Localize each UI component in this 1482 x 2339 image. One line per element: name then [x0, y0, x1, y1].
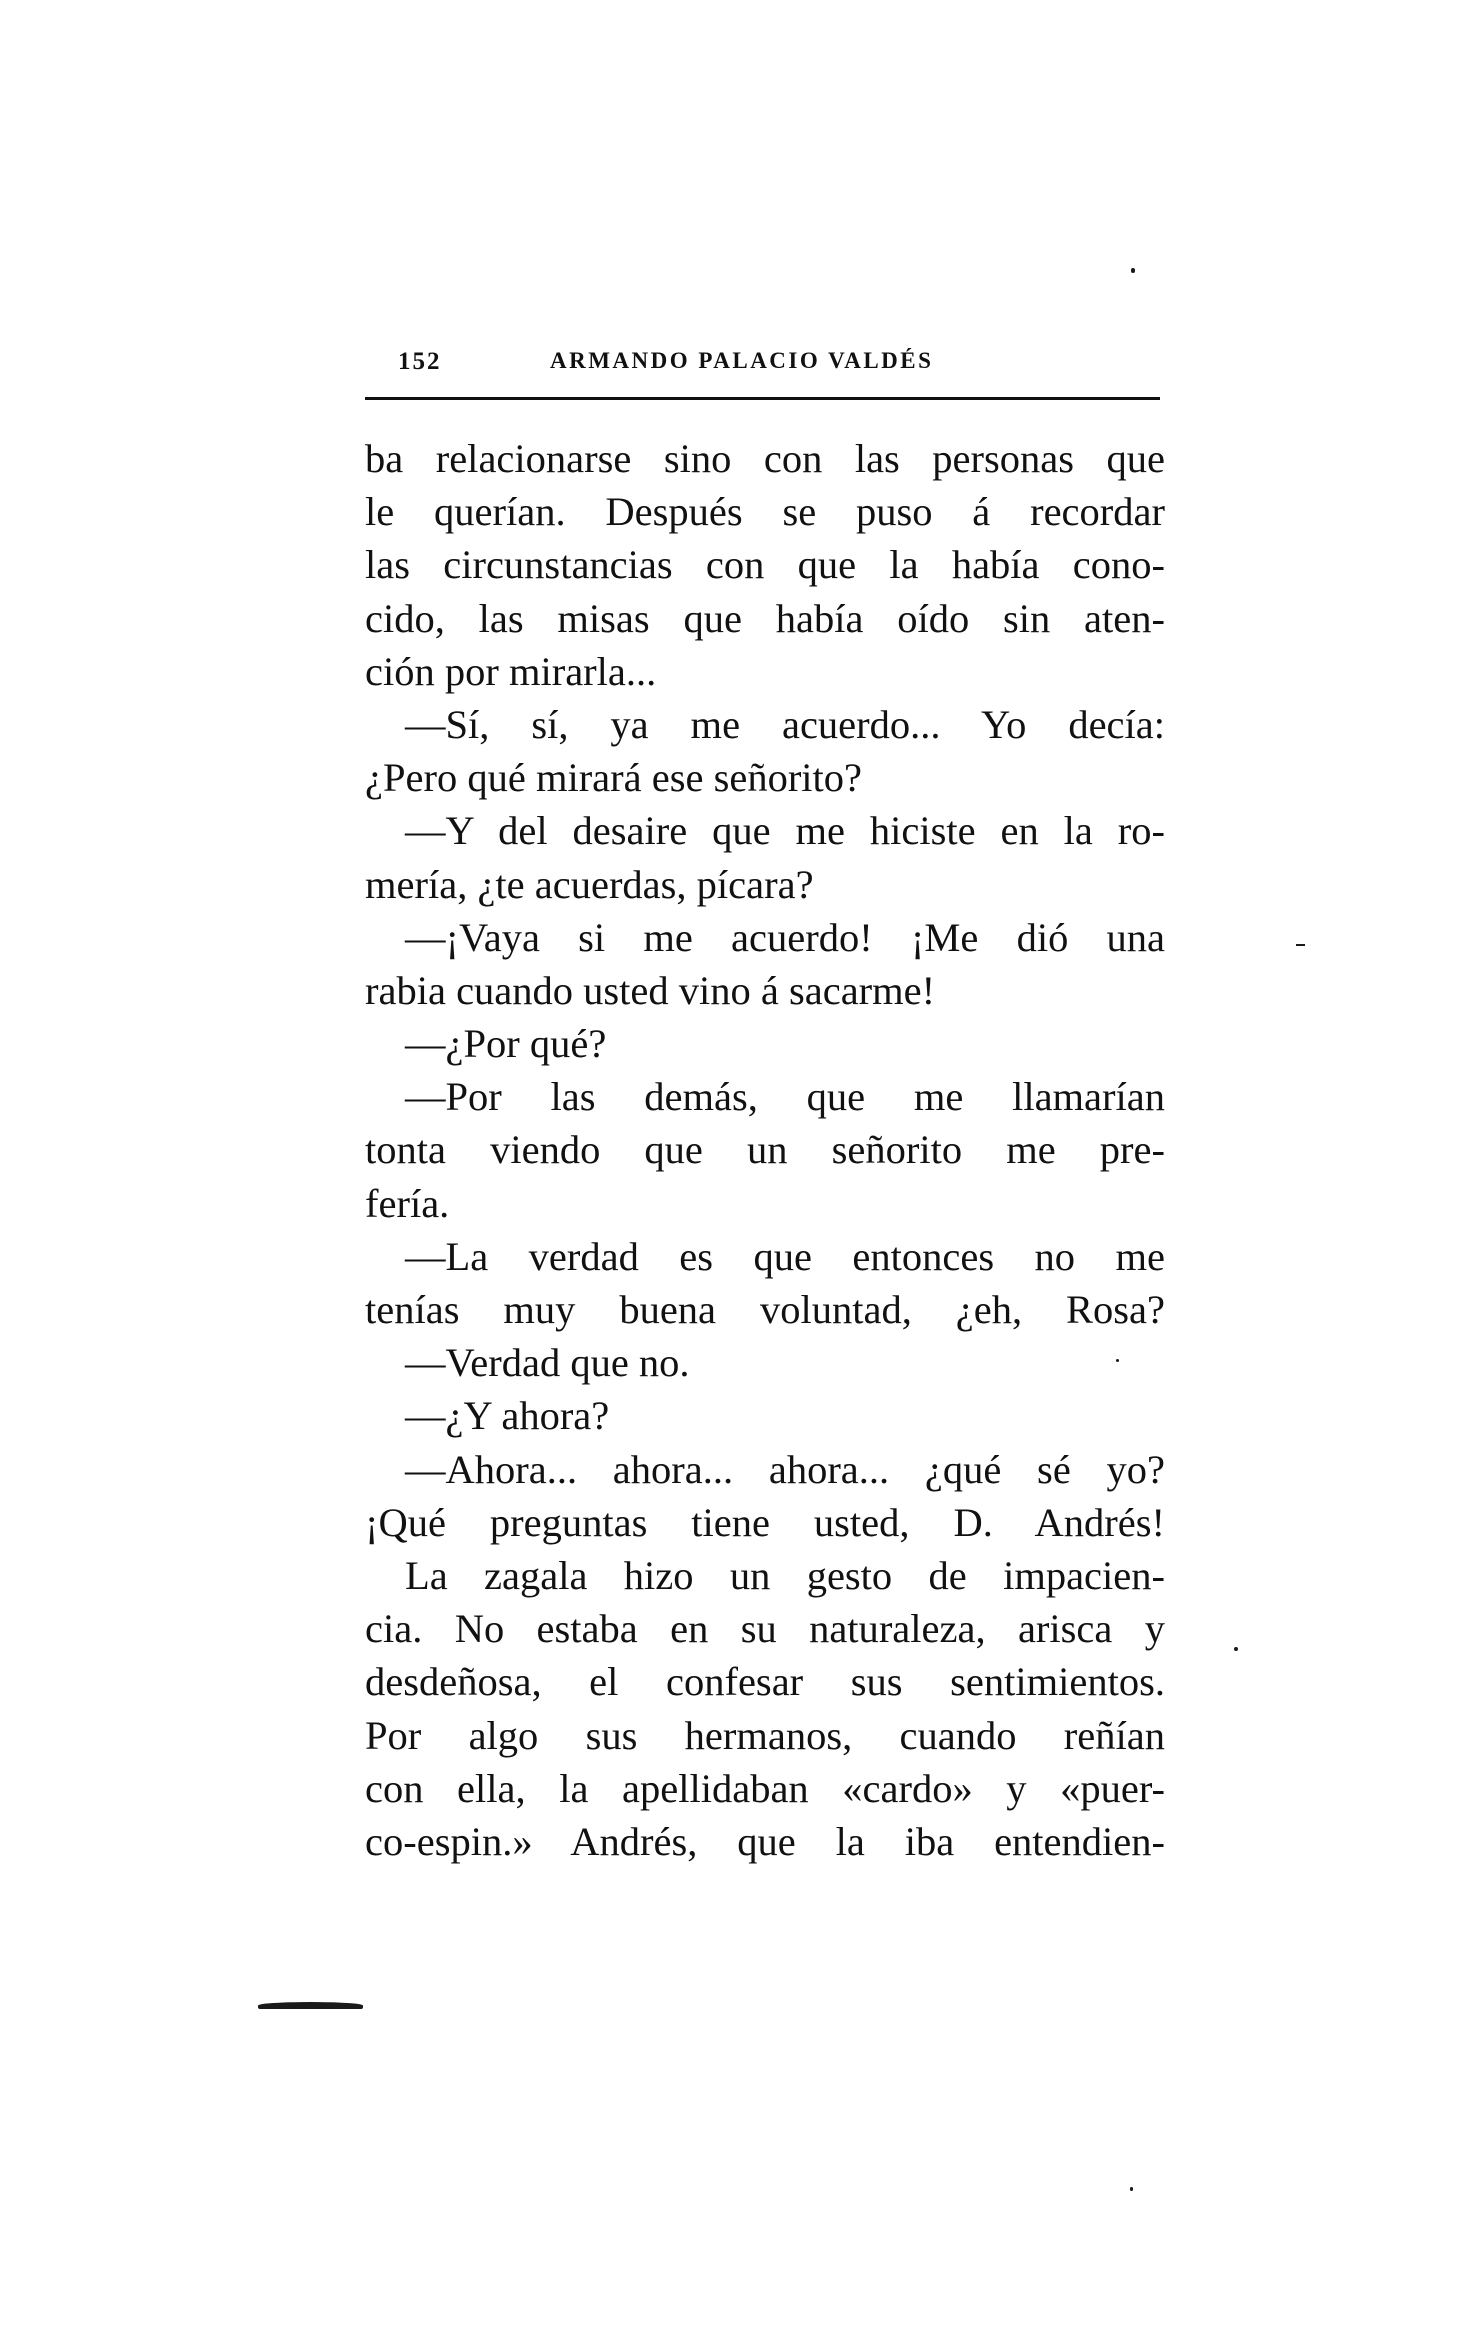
text-line: —¿Por qué? [405, 1021, 607, 1067]
text-line: ¡Qué preguntas tiene usted, D. Andrés! [365, 1499, 1165, 1545]
text-line: con ella, la apellidaban «cardo» y «puer- [365, 1765, 1165, 1811]
text-line: —Y del desaire que me hiciste en la ro- [405, 808, 1165, 854]
text-line: —Por las demás, que me llamarían [405, 1074, 1165, 1120]
ink-speck [1131, 268, 1135, 273]
text-line: —¡Vaya si me acuerdo! ¡Me dió una [405, 914, 1165, 960]
header-rule [365, 397, 1160, 400]
text-line: mería, ¿te acuerdas, pícara? [365, 861, 814, 907]
text-line: —Verdad que no. [405, 1340, 690, 1386]
ink-speck [1234, 1647, 1238, 1651]
text-line: tenías muy buena voluntad, ¿eh, Rosa? [365, 1287, 1165, 1332]
text-line: rabia cuando usted vino á sacarme! [365, 967, 936, 1013]
text-line: ¿Pero qué mirará ese señorito? [365, 755, 863, 801]
text-line: ba relacionarse sino con las personas que [365, 436, 1165, 481]
text-line: —Sí, sí, ya me acuerdo... Yo decía: [405, 701, 1165, 747]
ink-speck [1296, 944, 1305, 946]
text-line: ción por mirarla... [365, 648, 657, 694]
text-line: cido, las misas que había oído sin aten- [365, 595, 1165, 641]
text-line: —La verdad es que entonces no me [405, 1233, 1165, 1279]
text-line: —¿Y ahora? [405, 1393, 610, 1439]
text-line: —Ahora... ahora... ahora... ¿qué sé yo? [405, 1446, 1165, 1492]
text-line: desdeñosa, el confesar sus sentimientos. [365, 1659, 1165, 1705]
text-line: co-espin.» Andrés, que la iba entendien- [365, 1818, 1165, 1864]
text-line: fería. [365, 1180, 450, 1226]
text-line: las circunstancias con que la había cono- [365, 542, 1165, 588]
page-header [365, 348, 1160, 392]
ink-smudge [258, 2002, 363, 2009]
text-line: tonta viendo que un señorito me pre- [365, 1127, 1165, 1173]
ink-speck [1130, 2187, 1133, 2191]
ink-speck [1116, 1359, 1119, 1362]
text-line: La zagala hizo un gesto de impacien- [405, 1552, 1165, 1598]
running-title: ARMANDO PALACIO VALDÉS [550, 348, 934, 373]
page-number: 152 [398, 348, 442, 375]
text-line: le querían. Después se puso á recordar [365, 489, 1165, 535]
text-line: cia. No estaba en su naturaleza, arisca y [365, 1606, 1165, 1652]
text-line: Por algo sus hermanos, cuando reñían [365, 1712, 1165, 1758]
body-text [365, 432, 1165, 1868]
